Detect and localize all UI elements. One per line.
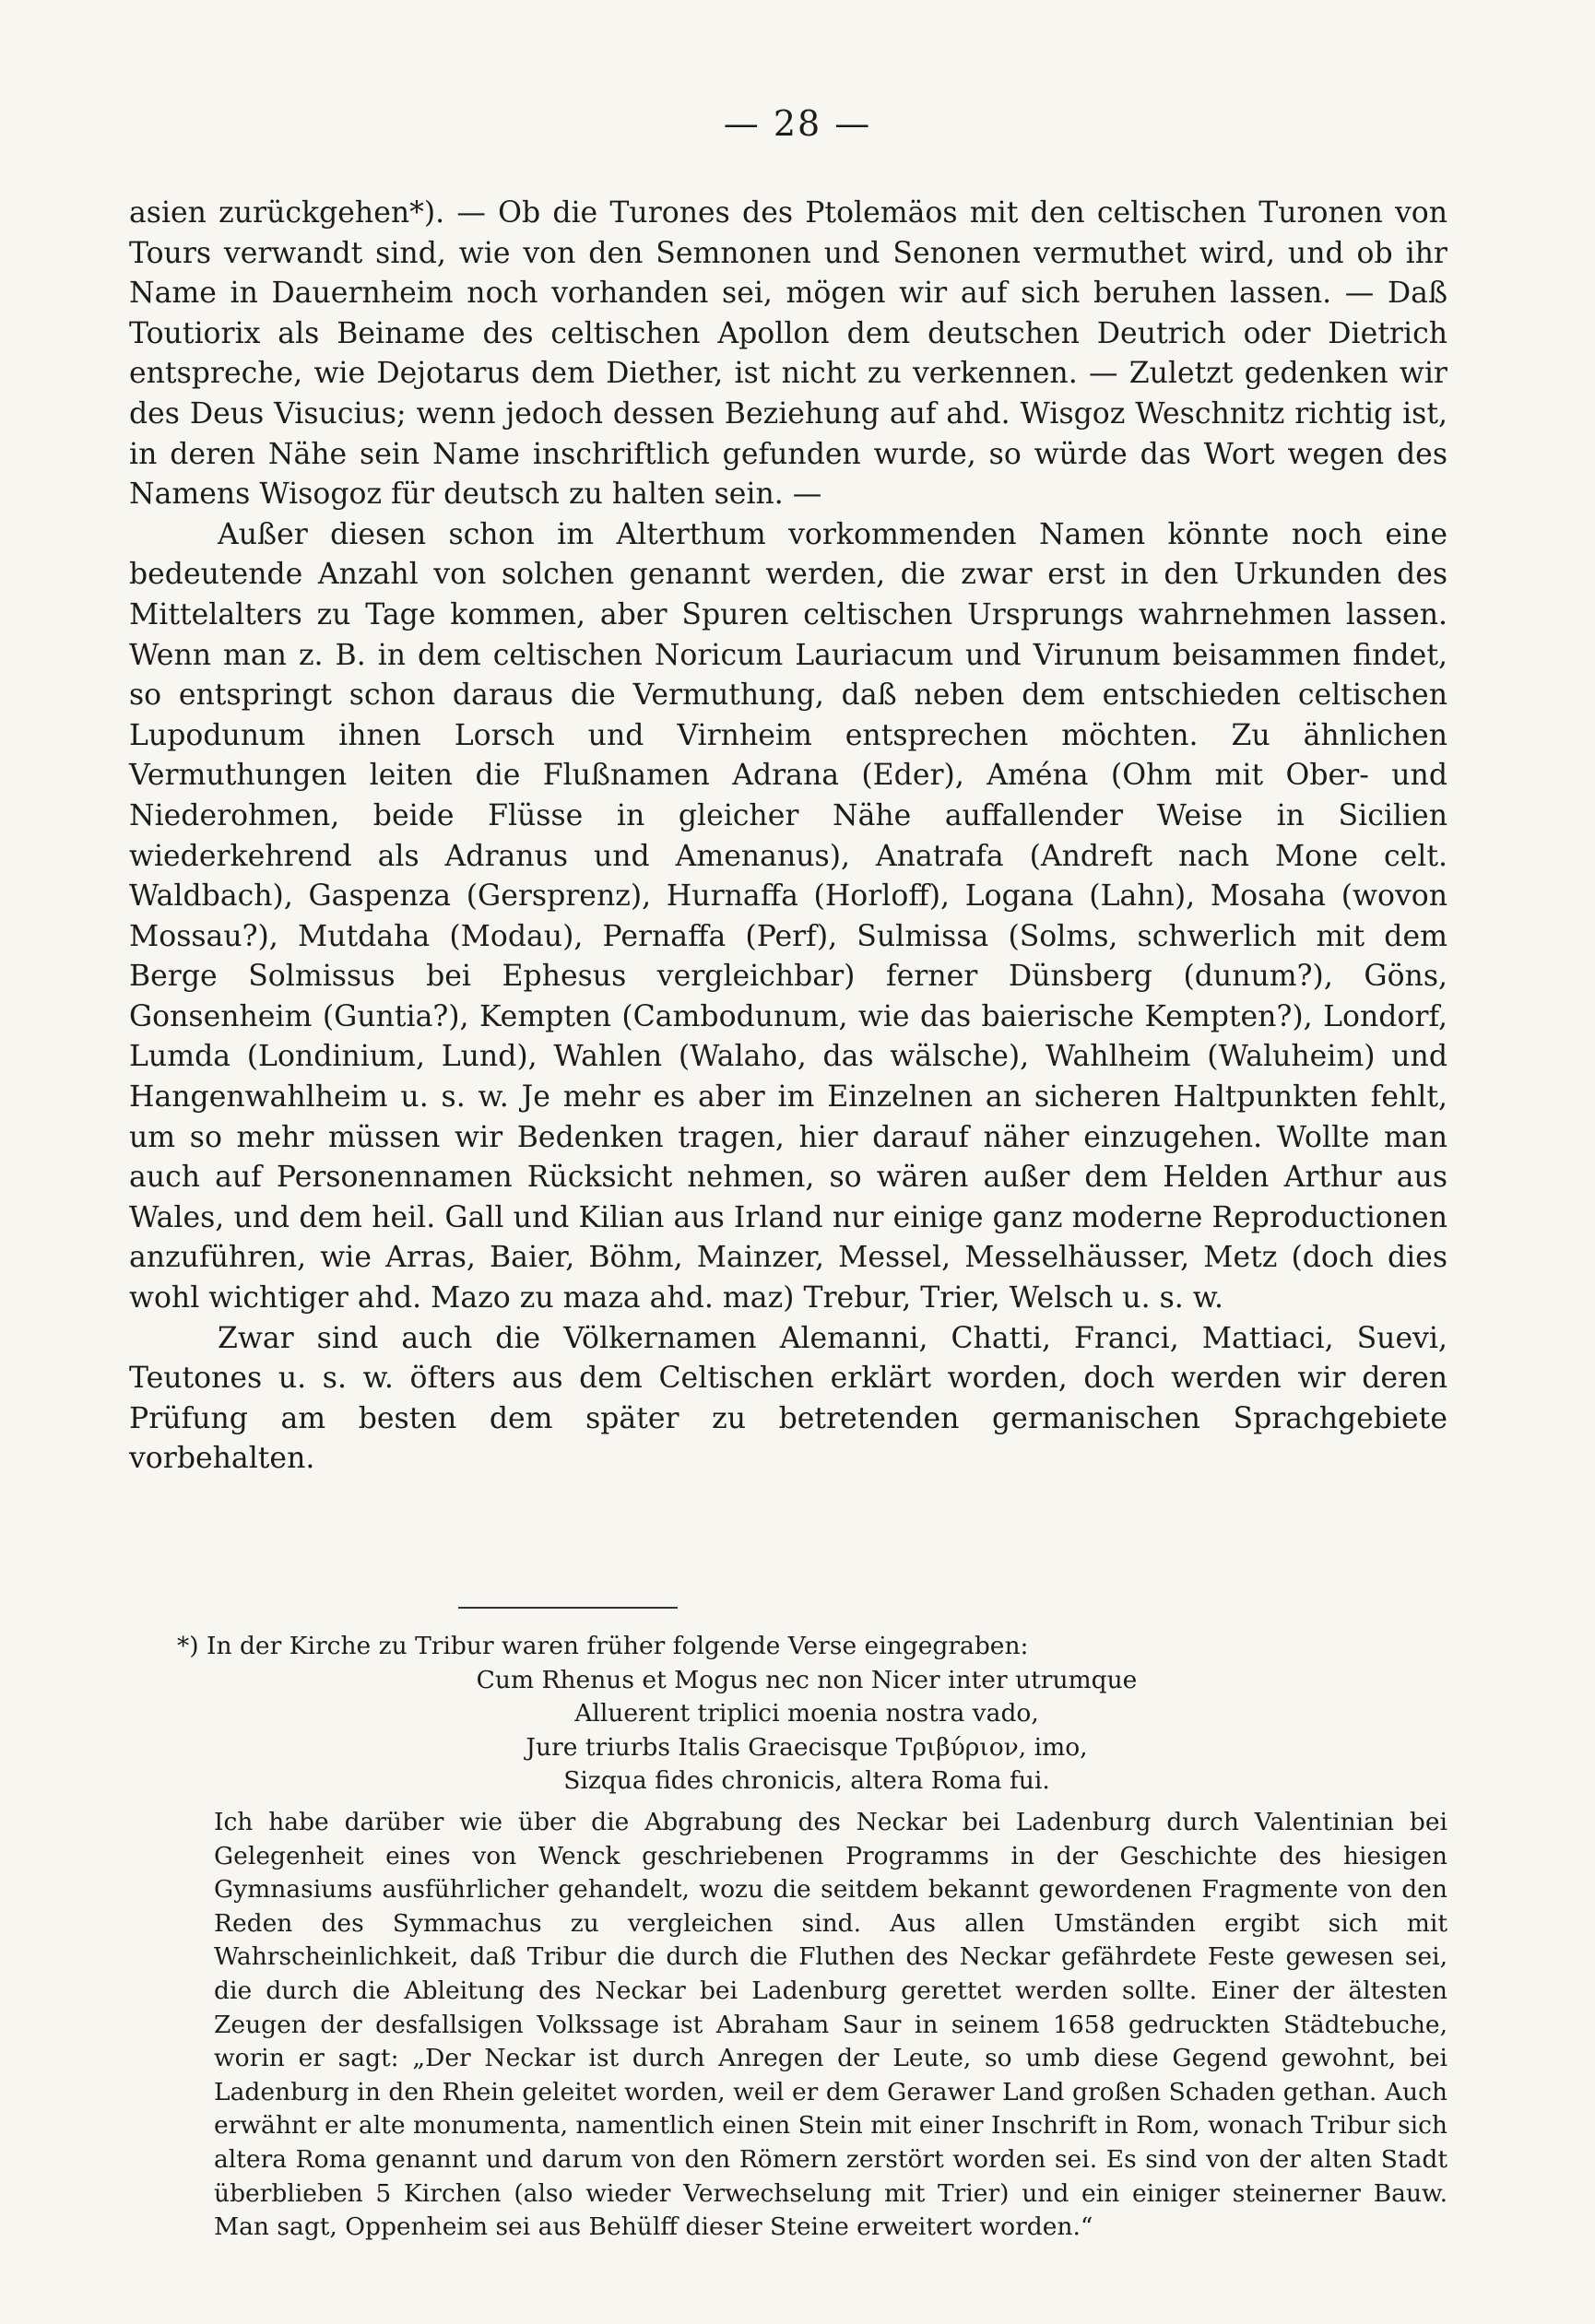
verse-line-2: Alluerent triplici moenia nostra vado, [574, 1699, 1039, 1728]
paragraph-1: asien zurückgehen*). — Ob die Turones des Ptolemäos mit den celtischen Turonen von Tours verwandt sind, wie von den Semnonen und Senonen vermuthet wird, und ob ihr Name in Dauernheim noch vorhanden sei, mögen wir auf sich beruhen lassen. — Daß Toutiorix als Beiname des celtischen Apollon dem deutschen Deutrich oder Dietrich entspreche, wie Dejotarus dem Diether, ist nicht zu verkennen. — Zuletzt gedenken wir des Deus Visucius; wenn jedoch dessen Beziehung auf ahd. Wisgoz Weschnitz richtig ist, in deren Nähe sein Name inschriftlich gefunden wurde, so würde das Wort wegen des Namens Wisogoz für deutsch zu halten sein. — [129, 196, 1447, 512]
verse-line-3: Jure triurbs Italis Graecisque Τριβύριον, imo, [526, 1732, 1088, 1762]
verse-line-1: Cum Rhenus et Mogus nec non Nicer inter utrumque [476, 1665, 1138, 1694]
verse-line-4: Sizqua fides chronicis, altera Roma fui. [563, 1766, 1050, 1796]
page-number: — 28 — [723, 103, 872, 144]
paragraph-2: Außer diesen schon im Alterthum vorkommenden Namen könnte noch eine bedeutende Anzahl von solchen genannt werden, die zwar erst in den Urkunden des Mittelalters zu Tage kommen, aber Spuren celtischen Ursprungs wahrnehmen lassen. Wenn man z. B. in dem celtischen Noricum Lauriacum und Virunum beisammen findet, so entspringt schon daraus die Vermuthung, daß neben dem entschieden celtischen Lupodunum ihnen Lorsch und Virnheim entsprechen möchten. Zu ähnlichen Vermuthungen leiten die Flußnamen Adrana (Eder), Aména (Ohm mit Ober- und Niederohmen, beide Flüsse in gleicher Nähe auffallender Weise in Sicilien wiederkehrend als Adranus und Amenanus), Anatrafa (Andreft nach Mone celt. Waldbach), Gaspenza (Gersprenz), Hurnaffa (Horloff), Logana (Lahn), Mosaha (wovon Mossau?), Mutdaha (Modau), Pernaffa (Perf), Sulmissa (Solms, schwerlich mit dem Berge Solmissus bei Ephesus vergleichbar) ferner Dünsberg (dunum?), Göns, Gonsenheim (Guntia?), Kempten (Cambodunum, wie das baierische Kempten?), Londorf, Lumda (Londinium, Lund), Wahlen (Walaho, das wälsche), Wahlheim (Waluheim) und Hangenwahlheim u. s. w. Je mehr es aber im Einzelnen an sicheren Haltpunkten fehlt, um so mehr müssen wir Bedenken tragen, hier darauf näher einzugehen. Wollte man auch auf Personennamen Rücksicht nehmen, so wären außer dem Helden Arthur aus Wales, und dem heil. Gall und Kilian aus Irland nur einige ganz moderne Reproductionen anzuführen, wie Arras, Baier, Böhm, Mainzer, Messel, Messelhäusser, Metz (doch dies wohl wichtiger ahd. Mazo zu maza ahd. maz) Trebur, Trier, Welsch u. s. w. [129, 517, 1447, 1315]
main-text [129, 194, 1447, 1480]
paragraph-3: Zwar sind auch die Völkernamen Alemanni, Chatti, Franci, Mattiaci, Suevi, Teutones u. s. w. öfters aus dem Celtischen erklärt worden, doch werden wir deren Prüfung am besten dem später zu betretenden germanischen Sprachgebiete vorbehalten. [129, 1321, 1447, 1476]
footnote [129, 1630, 1447, 2245]
footnote-intro: *) In der Kirche zu Tribur waren früher folgende Verse eingegraben: [177, 1632, 1029, 1660]
footnote-body: Ich habe darüber wie über die Abgrabung des Neckar bei Ladenburg durch Valentinian bei Gelegenheit eines von Wenck geschriebenen Programms in der Geschichte des hiesigen Gymnasiums ausführlicher gehandelt, wozu die seitdem bekannt gewordenen Fragmente von den Reden des Symmachus zu vergleichen sind. Aus allen Umständen ergibt sich mit Wahrscheinlichkeit, daß Tribur die durch die Fluthen des Neckar gefährdete Feste gewesen sei, die durch die Ableitung des Neckar bei Ladenburg gerettet werden sollte. Einer der ältesten Zeugen der desfallsigen Volkssage ist Abraham Saur in seinem 1658 gedruckten Städtebuche, worin er sagt: „Der Neckar ist durch Anregen der Leute, so umb diese Gegend gewohnt, bei Ladenburg in den Rhein geleitet worden, weil er dem Gerawer Land großen Schaden gethan. Auch erwähnt er alte monumenta, namentlich einen Stein mit einer Inschrift in Rom, wonach Tribur sich altera Roma genannt und darum von den Römern zerstört worden sei. Es sind von der alten Stadt überblieben 5 Kirchen (also wieder Verwechselung mit Trier) und ein einiger steinerner Bauw. Man sagt, Oppenheim sei aus Behülff dieser Steine erweitert worden.“ [214, 1807, 1447, 2242]
footnote-separator [458, 1607, 678, 1609]
footnote-verse [129, 1664, 1447, 1799]
